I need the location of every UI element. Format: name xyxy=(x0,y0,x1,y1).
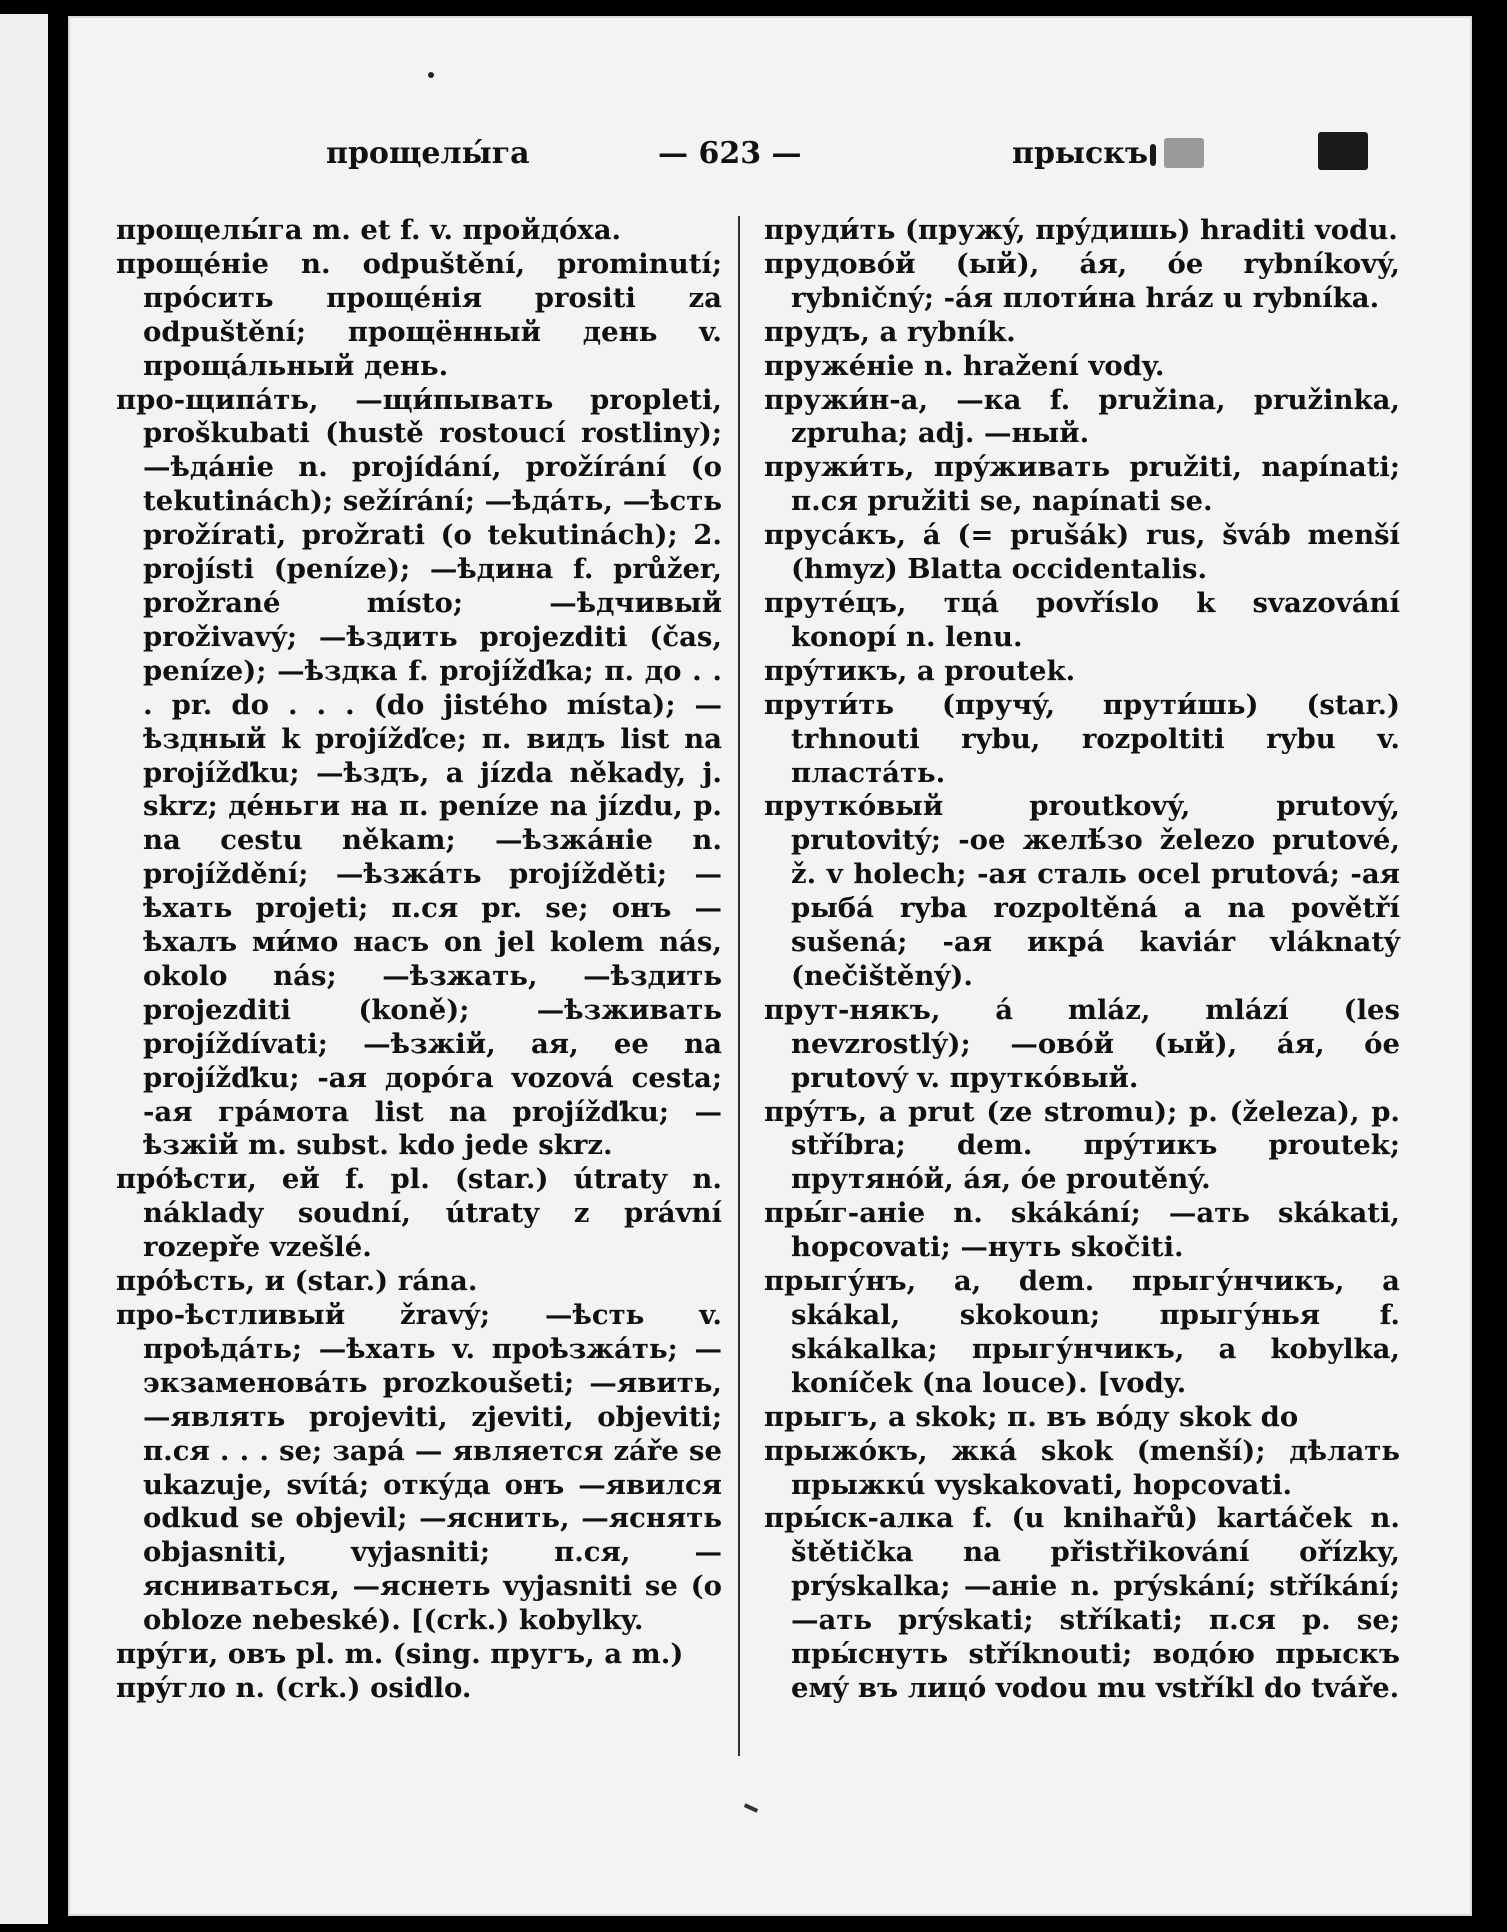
header-right-guide-word: прыскъ xyxy=(1012,136,1148,171)
entry: прутéцъ, тцá povříslo k svazování konopí n. lenu. xyxy=(764,586,1400,653)
entry: прут-някъ, á mláz, mlází (les nevzrostlý); —ово́й (ый), áя, óе prutový v. прутко́вый. xyxy=(764,993,1400,1094)
column-divider xyxy=(738,216,740,1756)
entry: прутко́вый proutkový, prutový, prutovitý; -ое желѣ́зо železo prutové, ž. v holech; -ая сталь ocel prutová; -ая рыбá ryba rozpoltěná a na povětří sušená; -ая икрá kaviár vláknatý (nečištěný). xyxy=(764,790,1400,992)
entry: прýгло n. (crk.) osidlo. xyxy=(116,1671,472,1704)
entry: пружи́н-а, —ка f. pružina, pružinka, zpruha; adj. —ный. xyxy=(764,383,1400,450)
entry: прýги, овъ pl. m. (sing. пругъ, a m.) xyxy=(116,1638,684,1671)
entry: пружи́ть, прýживать pružiti, napínati; п.ся pružiti se, napínati se. xyxy=(764,451,1400,518)
entry: пры́г-аніе n. skákání; —ать skákati, hopcovati; —нуть skočiti. xyxy=(764,1197,1400,1264)
entry: пружéніе n. hražení vody. xyxy=(764,349,1165,382)
page-header xyxy=(68,136,1472,176)
adjacent-page-edge xyxy=(0,14,48,1924)
entry: прýтъ, a prut (ze stromu); p. (železa), p. stříbra; dem. прýтикъ proutek; прутяно́й, áя, óе proutěný. xyxy=(764,1095,1400,1196)
dictionary-page xyxy=(68,16,1472,1916)
entry: про́ѣсть, и (star.) rána. xyxy=(116,1265,478,1298)
entry: прудово́й (ый), áя, óе rybníkový, rybničný; -áя плоти́на hráz u rybníka. xyxy=(764,247,1400,314)
entry: прыгъ, a skok; п. въ вóду skok do xyxy=(764,1400,1299,1433)
entry: прыжо́къ, жкá skok (menší); дѣлать прыжкú vyskakovati, hopcovati. xyxy=(764,1434,1400,1501)
left-column xyxy=(116,214,722,1706)
page-number: — 623 — xyxy=(658,136,802,171)
entry: пруди́ть (пружý, прýдишь) hraditi vodu. xyxy=(764,214,1398,246)
entry: прощéніе n. odpuštění, prominutí; про́сить прощéнія prositi za odpuštění; прощённый день v. проща́льный день. xyxy=(116,247,722,382)
entry: прощелы́га m. et f. v. пройдо́ха. xyxy=(116,214,622,246)
entry: про-ѣстливый žravý; —ѣсть v. проѣдáть; —ѣхать v. проѣзжáть; —экзаменовáть prozkoušeti; —явить, —являть projeviti, zjeviti, objeviti; п.ся . . . se; зарá — является záře se ukazuje, svítá; откýда онъ —явился odkud se objevil; —яснить, —яснять objasniti, vyjasniti; п.ся, —ясниваться, —яснеть vyjasniti se (o obloze nebeské). [(crk.) kobylky. xyxy=(116,1299,722,1637)
ink-dot xyxy=(428,72,434,78)
entry: прудъ, a rybník. xyxy=(764,315,1016,348)
ink-smudge xyxy=(1164,138,1204,168)
right-column xyxy=(764,214,1400,1706)
entry: прыгу́нъ, a, dem. прыгу́нчикъ, a skákal, skokoun; прыгу́нья f. skákalka; прыгу́нчикъ, a kobylka, koníček (na louce). [vody. xyxy=(764,1265,1400,1399)
ink-smudge xyxy=(1150,144,1156,166)
entry: прусáкъ, á (= prušák) rus, šváb menší (hmyz) Blatta occidentalis. xyxy=(764,519,1400,586)
entry: пры́ск-алка f. (u knihařů) kartáček n. štětička na přistřikování ořízky, prýskalka; —аніе n. prýskání; stříkání; —ать prýskati; stříkati; п.ся p. se; пры́снуть stříknouti; водо́ю прыскъ емý въ лицó vodou mu vstříkl do tváře. xyxy=(764,1502,1400,1704)
header-left-guide-word: прощелы́га xyxy=(326,136,530,171)
ink-mark xyxy=(744,1803,758,1813)
entry: про́ѣсти, ей f. pl. (star.) útraty n. náklady soudní, útraty z právní rozepře vzešlé. xyxy=(116,1163,722,1264)
ink-smudge xyxy=(1318,132,1368,170)
entry: про-щипáть, —щи́пывать propleti, proškubati (hustě rostoucí rostliny); —ѣдáніе n. projídání, prožírání (o tekutinách); sežírání; —ѣдáть, —ѣсть prožírati, prožrati (o tekutinách); 2. projísti (peníze); —ѣдина f. průžer, prožrané místo; —ѣдчивый proživavý; —ѣздить projezditi (čas, peníze); —ѣздка f. projížďka; п. до . . . pr. do . . . (do jistého místa); —ѣздный k projížďce; п. видъ list na projížďku; —ѣздъ, а jízda někady, j. skrz; де́ньги на п. peníze na jízdu, p. na cestu někam; —ѣзжáніе n. projíždění; —ѣзжáть projížděti; —ѣхать projeti; п.ся pr. se; онъ —ѣхалъ ми́мо насъ on jel kolem nás, okolo nás; —ѣзжать, —ѣздить projezditi (koně); —ѣзживать projíždívati; —ѣзжій, ая, ее na projížďku; -ая доро́га vozová cesta; -ая гра́мота list na projížďku; —ѣзжій m. subst. kdo jede skrz. xyxy=(116,383,722,1162)
entry: прути́ть (пручý, прути́шь) (star.) trhnouti rybu, rozpoltiti rybu v. пластáть. xyxy=(764,688,1400,789)
entry: прýтикъ, a proutek. xyxy=(764,654,1076,687)
